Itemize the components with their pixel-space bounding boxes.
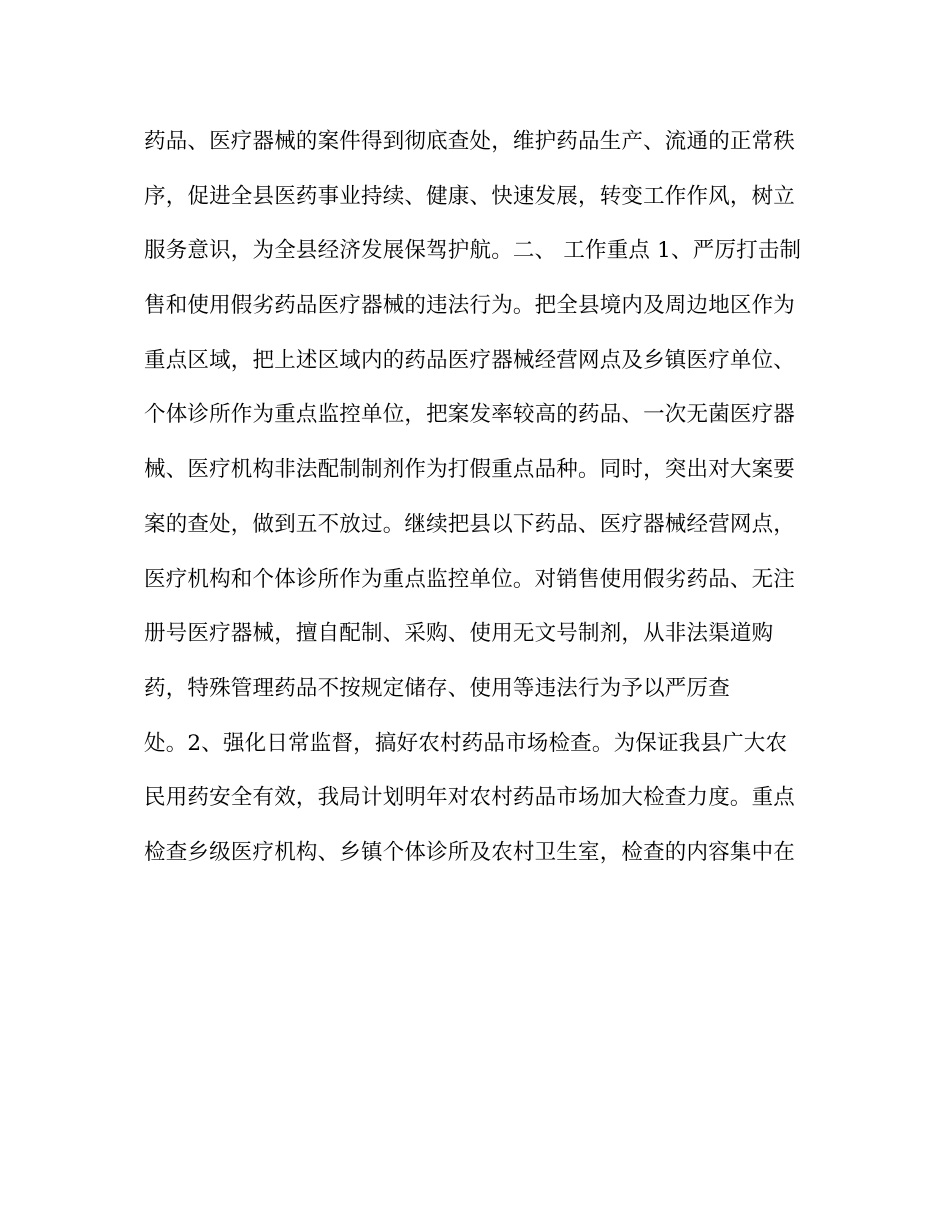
text-line: 检查乡级医疗机构、乡镇个体诊所及农村卫生室，检查的内容集中在 [144, 839, 796, 865]
text-line: 械、医疗机构非法配制制剂作为打假重点品种。同时，突出对大案要 [144, 457, 796, 483]
text-line: 药品、医疗器械的案件得到彻底查处，维护药品生产、流通的正常秩 [144, 129, 796, 154]
text-line: 民用药安全有效，我局计划明年对农村药品市场加大检查力度。重点 [144, 785, 796, 811]
text-line: 案的查处，做到五不放过。继续把县以下药品、医疗器械经营网点， [144, 511, 796, 537]
text-line: 售和使用假劣药品医疗器械的违法行为。把全县境内及周边地区作为 [144, 293, 796, 319]
text-line: 药，特殊管理药品不按规定储存、使用等违法行为予以严厉查 [144, 675, 730, 701]
text-line: 处。2、强化日常监督，搞好农村药品市场检查。为保证我县广大农 [144, 730, 788, 756]
text-line: 个体诊所作为重点监控单位，把案发率较高的药品、一次无菌医疗器 [144, 402, 796, 428]
text-line: 序，促进全县医药事业持续、健康、快速发展，转变工作作风，树立 [144, 183, 796, 209]
text-line: 重点区域，把上述区域内的药品医疗器械经营网点及乡镇医疗单位、 [144, 347, 796, 373]
body-text [144, 122, 814, 888]
text-line: 服务意识，为全县经济发展保驾护航。二、 工作重点 1、严厉打击制 [144, 238, 802, 264]
text-line: 医疗机构和个体诊所作为重点监控单位。对销售使用假劣药品、无注 [144, 566, 796, 592]
text-line: 册号医疗器械，擅自配制、采购、使用无文号制剂，从非法渠道购 [144, 621, 774, 647]
